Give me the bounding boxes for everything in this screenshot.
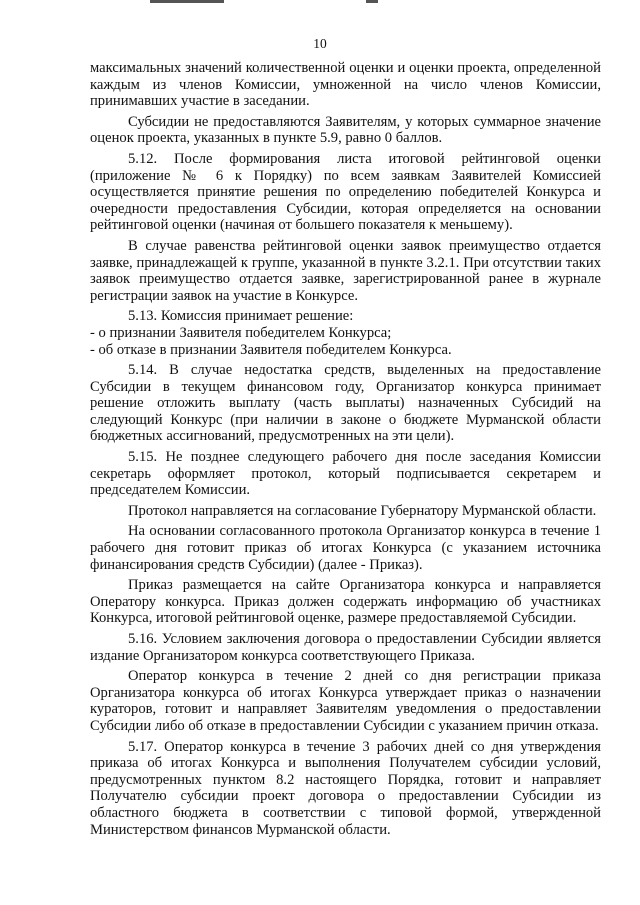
- paragraph: 5.12. После формирования листа итоговой рейтинговой оценки (приложение № 6 к Порядку) по всем заявкам Заявителей Комиссией осуществляется принятие решения по определению победителей Конкурса и очередности предоставления Субсидии, которая определяется на основании рейтинговой оценки (начиная от большего показателя к меньшему).: [90, 150, 601, 234]
- list-item: - об отказе в признании Заявителя победителем Конкурса.: [90, 341, 452, 358]
- paragraph: Приказ размещается на сайте Организатора конкурса и направляется Оператору конкурса. Приказ должен содержать информацию об участниках Конкурса, итоговой рейтинговой оценке, размере предоставляемой Субсидии.: [90, 577, 601, 627]
- document-body: [90, 60, 601, 838]
- paragraph: 5.16. Условием заключения договора о предоставлении Субсидии является издание Организатором конкурса соответствующего Приказа.: [90, 631, 601, 664]
- paragraph: В случае равенства рейтинговой оценки заявок преимущество отдается заявке, принадлежащей к группе, указанной в пункте 3.2.1. При отсутствии таких заявок преимущество отдается заявке, зарегистрированной ранее в журнале регистрации заявок на участие в Конкурсе.: [90, 237, 601, 304]
- paragraph: 5.14. В случае недостатка средств, выделенных на предоставление Субсидии в текущем финансовом году, Организатор конкурса принимает решение отложить выплату (часть выплаты) назначенных Субсидий на следующий Конкурс (при наличии в законе о бюджете Мурманской области бюджетных ассигнований, предусмотренных на эти цели).: [90, 362, 601, 445]
- scan-edge-mark: [366, 0, 378, 3]
- paragraph: Субсидии не предоставляются Заявителям, у которых суммарное значение оценок проекта, указанных в пункте 5.9, равно 0 баллов.: [90, 113, 601, 147]
- paragraph: Оператор конкурса в течение 2 дней со дня регистрации приказа Организатора конкурса об итогах Конкурса утверждает приказ о назначении кураторов, готовит и направляет Заявителям уведомления о предоставлении Субсидии либо об отказе в предоставлении Субсидии с указанием причин отказа.: [90, 668, 601, 734]
- list-item: - о признании Заявителя победителем Конкурса;: [90, 324, 392, 341]
- paragraph: Протокол направляется на согласование Губернатору Мурманской области.: [128, 502, 597, 519]
- paragraph: максимальных значений количественной оценки и оценки проекта, определенной каждым из членов Комиссии, умноженной на число членов Комиссии, принимавших участие в заседании.: [90, 60, 601, 110]
- paragraph: 5.17. Оператор конкурса в течение 3 рабочих дней со дня утверждения приказа об итогах Конкурса и выполнения Получателем субсидии условий, предусмотренных пунктом 8.2 настоящего Порядка, готовит и направляет Получателю субсидии проект договора о предоставлении Субсидии из областного бюджета в соответствии с типовой формой, утвержденной Министерством финансов Мурманской области.: [90, 738, 601, 838]
- scan-edge-mark: [150, 0, 224, 3]
- page-number: 10: [313, 36, 327, 51]
- paragraph: 5.15. Не позднее следующего рабочего дня после заседания Комиссии секретарь оформляет протокол, который подписывается секретарем и председателем Комиссии.: [90, 449, 601, 499]
- paragraph: 5.13. Комиссия принимает решение:: [128, 308, 354, 325]
- paragraph: На основании согласованного протокола Организатор конкурса в течение 1 рабочего дня готовит приказ об итогах Конкурса (с указанием источника финансирования средств Субсидии) (далее - Приказ).: [90, 523, 601, 573]
